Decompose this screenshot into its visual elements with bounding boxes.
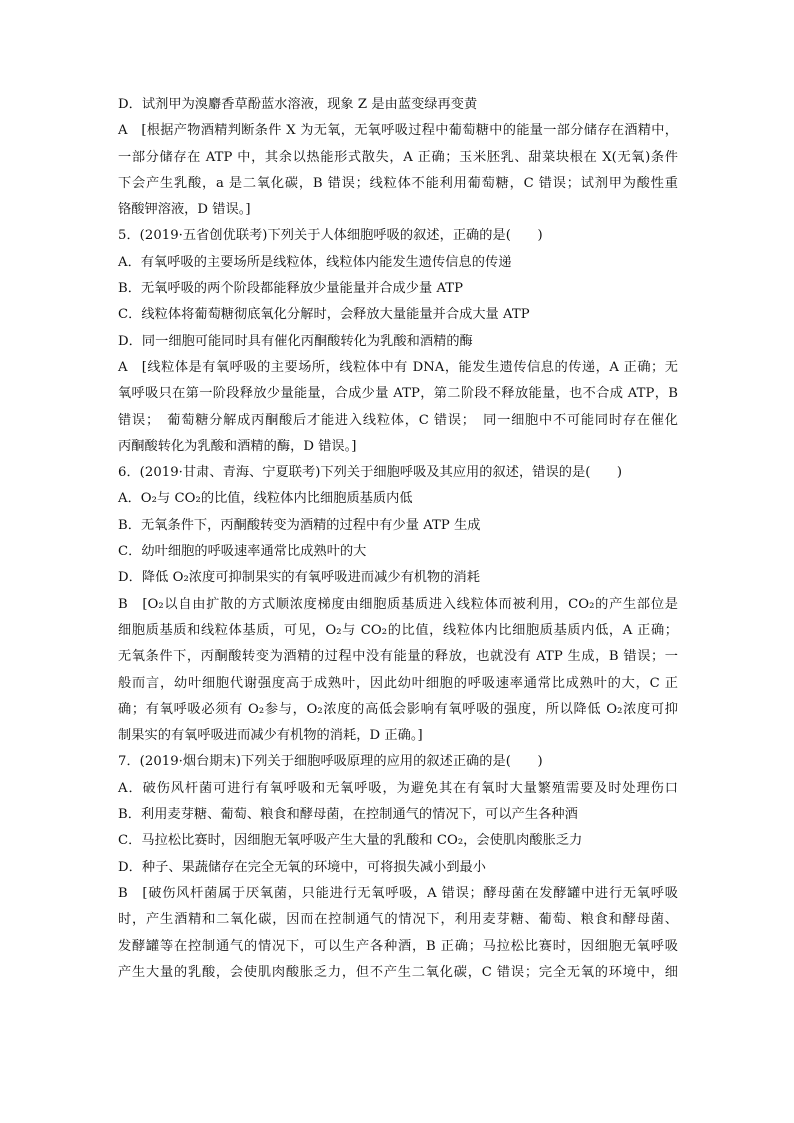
text-line: B．无氧条件下，丙酮酸转变为酒精的过程中有少量 ATP 生成 <box>118 517 481 533</box>
text-line: 般而言，幼叶细胞代谢强度高于成熟叶，因此幼叶细胞的呼吸速率通常比成熟叶的大，C 正 <box>118 675 678 691</box>
text-line: 6．(2019·甘肃、青海、宁夏联考)下列关于细胞呼吸及其应用的叙述，错误的是( ) <box>118 465 623 481</box>
text-line: 氧呼吸只在第一阶段释放少量能量，合成少量 ATP，第二阶段不释放能量，也不合成 ATP，B <box>118 386 678 402</box>
text-line: 细胞质基质和线粒体基质，可见，O₂与 CO₂的比值，线粒体内比细胞质基质内低，A 正确； <box>118 622 678 638</box>
text-line: D．种子、果蔬储存在完全无氧的环境中，可将损失减小到最小 <box>118 859 487 875</box>
text-line: 时，产生酒精和二氧化碳，因而在控制通气的情况下，利用麦芽糖、葡萄、粮食和酵母菌、 <box>118 912 678 928</box>
text-line: 丙酮酸转化为乳酸和酒精的酶，D 错误。] <box>118 438 357 454</box>
text-line: A．O₂与 CO₂的比值，线粒体内比细胞质基质内低 <box>118 491 413 507</box>
text-line: A [根据产物酒精判断条件 X 为无氧，无氧呼吸过程中葡萄糖中的能量一部分储存在酒精中， <box>118 123 678 139</box>
text-line: D．同一细胞可能同时具有催化丙酮酸转化为乳酸和酒精的酶 <box>118 333 473 349</box>
text-line: 制果实的有氧呼吸进而减少有机物的消耗，D 正确。] <box>118 728 423 744</box>
text-line: 7．(2019·烟台期末)下列关于细胞呼吸原理的应用的叙述正确的是( ) <box>118 754 543 770</box>
text-line: 产生大量的乳酸，会使肌肉酸胀乏力，但不产生二氧化碳，C 错误；完全无氧的环境中，细 <box>118 964 678 980</box>
text-line: 发酵罐等在控制通气的情况下，可以生产各种酒，B 正确；马拉松比赛时，因细胞无氧呼吸 <box>118 938 678 954</box>
text-line: A．破伤风杆菌可进行有氧呼吸和无氧呼吸，为避免其在有氧时大量繁殖需要及时处理伤口 <box>118 780 678 796</box>
text-line: 铬酸钾溶液，D 错误。] <box>118 202 251 218</box>
text-line: 错误； 葡萄糖分解成丙酮酸后才能进入线粒体，C 错误； 同一细胞中不可能同时存在催化 <box>118 412 678 428</box>
text-line: B [破伤风杆菌属于厌氧菌，只能进行无氧呼吸，A 错误；酵母菌在发酵罐中进行无氧呼吸 <box>118 885 678 901</box>
text-line: 无氧条件下，丙酮酸转变为酒精的过程中没有能量的释放，也就没有 ATP 生成，B 错误；一 <box>118 649 678 665</box>
text-line: C．马拉松比赛时，因细胞无氧呼吸产生大量的乳酸和 CO₂，会使肌肉酸胀乏力 <box>118 833 583 849</box>
text-line: B．无氧呼吸的两个阶段都能释放少量能量并合成少量 ATP <box>118 281 464 297</box>
text-line: C．线粒体将葡萄糖彻底氧化分解时，会释放大量能量并合成大量 ATP <box>118 307 530 323</box>
text-line: B．利用麦芽糖、葡萄、粮食和酵母菌，在控制通气的情况下，可以产生各种酒 <box>118 807 578 823</box>
text-line: D．试剂甲为溴麝香草酚蓝水溶液，现象 Z 是由蓝变绿再变黄 <box>118 97 478 112</box>
text-line: 下会产生乳酸，a 是二氧化碳，B 错误；线粒体不能利用葡萄糖，C 错误；试剂甲为酸性重 <box>118 175 678 191</box>
text-line: A．有氧呼吸的主要场所是线粒体，线粒体内能发生遗传信息的传递 <box>118 254 512 270</box>
text-line: 5．(2019·五省创优联考)下列关于人体细胞呼吸的叙述，正确的是( ) <box>118 228 543 244</box>
text-line: 一部分储存在 ATP 中，其余以热能形式散失，A 正确；玉米胚乳、甜菜块根在 X(无氧)条件 <box>118 149 678 165</box>
text-line: D．降低 O₂浓度可抑制果实的有氧呼吸进而减少有机物的消耗 <box>118 570 480 586</box>
text-line: A [线粒体是有氧呼吸的主要场所，线粒体中有 DNA，能发生遗传信息的传递，A 正确；无 <box>118 359 678 375</box>
text-line: C．幼叶细胞的呼吸速率通常比成熟叶的大 <box>118 544 367 560</box>
text-line: B [O₂以自由扩散的方式顺浓度梯度由细胞质基质进入线粒体而被利用，CO₂的产生部位是 <box>118 596 678 612</box>
document-page <box>118 92 678 986</box>
text-line: 确；有氧呼吸必须有 O₂参与，O₂浓度的高低会影响有氧呼吸的强度，所以降低 O₂浓度可抑 <box>118 701 678 717</box>
